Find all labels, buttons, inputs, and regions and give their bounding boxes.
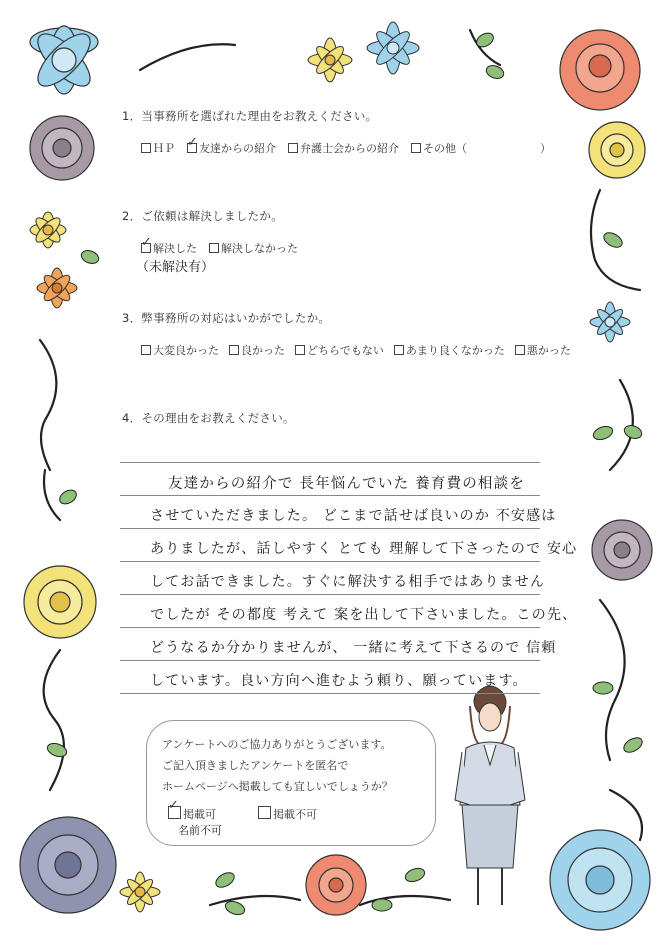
option-neutral[interactable]: どちらでもない	[295, 342, 384, 358]
ruled-line	[120, 561, 540, 562]
answer-line-6: どうなるか分かりませんが、 一緒に考えて下さるので 信頼	[150, 640, 557, 656]
checkbox[interactable]	[229, 345, 239, 355]
question-2-options	[141, 240, 310, 256]
question-1-options	[141, 140, 479, 156]
option-not-good[interactable]: あまり良くなかった	[394, 342, 505, 358]
ruled-line	[120, 462, 540, 463]
option-good[interactable]: 良かった	[229, 342, 285, 358]
checkbox-checked[interactable]	[187, 143, 197, 153]
checkbox[interactable]	[295, 345, 305, 355]
question-2: 2．ご依頼は解決しましたか。	[122, 209, 284, 223]
checkbox[interactable]	[515, 345, 525, 355]
handwritten-note-unresolved: （未解決有）	[136, 260, 215, 275]
ruled-line	[120, 495, 540, 496]
question-1: 1．当事務所を選ばれた理由をお教えください。	[122, 109, 378, 123]
consent-line-3: ホームページへ掲載しても宜しいでしょうか？	[162, 780, 393, 793]
option-not-resolved[interactable]: 解決しなかった	[209, 240, 298, 256]
checkbox-checked[interactable]	[141, 243, 151, 253]
answer-line-7: しています。良い方向へ進むよう頼り、願っています。	[150, 673, 528, 689]
option-resolved[interactable]: ✓解決した	[141, 240, 197, 256]
checkbox[interactable]	[411, 143, 421, 153]
option-other[interactable]: その他（	[411, 140, 467, 156]
consent-deny[interactable]: 掲載不可	[258, 806, 317, 822]
ruled-line	[120, 627, 540, 628]
question-3: 3．弊事務所の対応はいかがでしたか。	[122, 311, 331, 325]
checkbox-checked[interactable]	[168, 806, 181, 819]
checkbox[interactable]	[209, 243, 219, 253]
receptionist-illustration	[455, 686, 525, 905]
option-very-good[interactable]: 大変良かった	[141, 342, 219, 358]
answer-line-2: させていただきました。 どこまで話せば良いのか 不安感は	[150, 508, 557, 524]
checkbox[interactable]	[141, 345, 151, 355]
consent-line-1: アンケートへのご協力ありがとうございます。	[162, 738, 392, 751]
consent-line-2: ご記入頂きましたアンケートを匿名で	[162, 759, 349, 772]
option-friend-referral[interactable]: ✓ 友達からの紹介	[187, 140, 276, 156]
ruled-line	[120, 660, 540, 661]
option-bar-association[interactable]: 弁護士会からの紹介	[288, 140, 399, 156]
option-bad[interactable]: 悪かった	[515, 342, 571, 358]
question-3-options	[141, 342, 571, 358]
ruled-line	[120, 594, 540, 595]
checkbox[interactable]	[258, 806, 271, 819]
handwritten-note-no-name: 名前不可	[178, 824, 222, 837]
checkbox[interactable]	[288, 143, 298, 153]
answer-line-3: ありましたが、話しやすく とても 理解して下さったので 安心	[150, 541, 578, 557]
consent-allow[interactable]: ✓掲載可	[168, 806, 216, 822]
answer-line-5: でしたが その都度 考えて 案を出して下さいました。この先、	[150, 607, 578, 623]
ruled-line	[120, 693, 540, 694]
checkbox[interactable]	[141, 143, 151, 153]
option-other-close: ）	[540, 142, 552, 155]
question-4: 4．その理由をお教えください。	[122, 411, 295, 425]
answer-line-1: 友達からの紹介で 長年悩んでいた 養育費の相談を	[168, 476, 526, 492]
checkbox[interactable]	[394, 345, 404, 355]
answer-line-4: してお話できました。すぐに解決する相手ではありません	[150, 574, 546, 590]
ruled-line	[120, 528, 540, 529]
option-hp[interactable]: ＨＰ	[141, 140, 175, 156]
